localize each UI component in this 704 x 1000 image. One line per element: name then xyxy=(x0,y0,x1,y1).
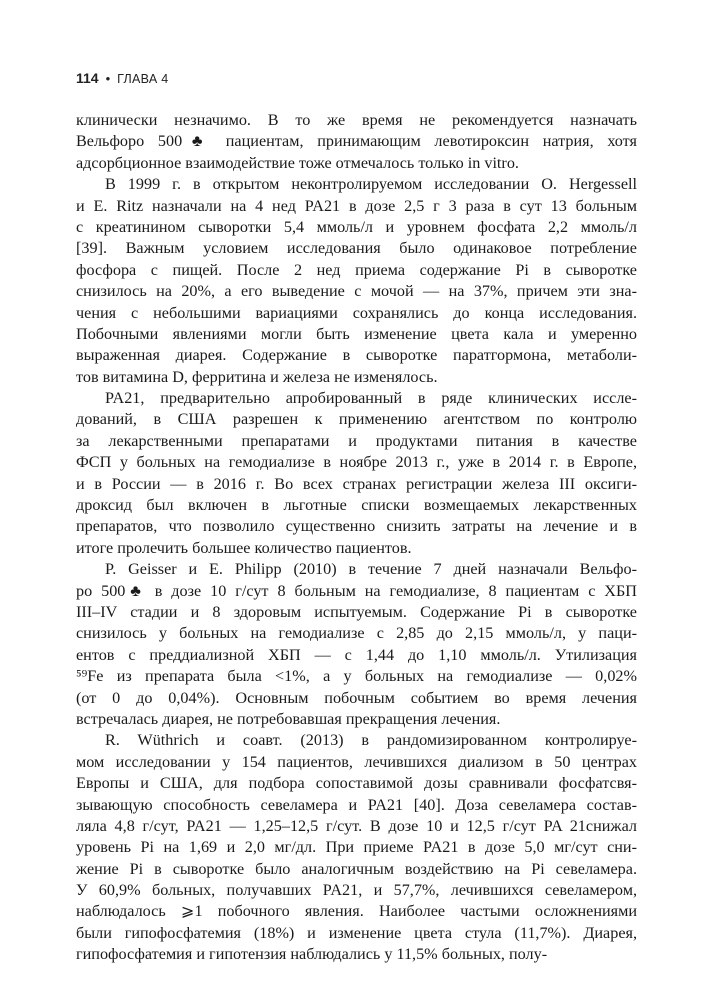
text-line: тов витамина D, ферритина и железа не изменялось. xyxy=(76,367,438,386)
text-line: [39]. Важным условием исследования было одинаковое потребление xyxy=(76,239,637,258)
chapter-title: ГЛАВА 4 xyxy=(117,72,169,86)
text-line: дований, в США разрешен к применению агентством по контролю xyxy=(76,410,637,429)
page-number: 114 xyxy=(76,70,99,86)
text-line: наблюдалось ⩾1 побочного явления. Наиболее частыми осложнениями xyxy=(76,902,637,921)
text-line: фосфора с пищей. После 2 нед приема содержание Pi в сыворотке xyxy=(76,260,637,279)
text-line: ентов с преддиализной ХБП — с 1,44 до 1,10 ммоль/л. Утилизация xyxy=(76,645,637,664)
text-line: (от 0 до 0,04%). Основным побочным событием во время лечения xyxy=(76,688,637,707)
text-line: Европы и США, для подбора сопоставимой дозы сравнивали фосфатсвя- xyxy=(76,774,637,793)
text-line: за лекарственными препаратами и продуктами питания в качестве xyxy=(76,431,637,450)
text-line: ⁵⁹Fe из препарата была <1%, а у больных на гемодиализе — 0,02% xyxy=(76,667,637,686)
text-line: клинически незначимо. В то же время не рекомендуется назначать xyxy=(76,111,637,129)
text-line: III–IV стадии и 8 здоровым испытуемым. Содержание Pi в сыворотке xyxy=(76,602,637,621)
text-line: и в России — в 2016 г. Во всех странах регистрации железа III оксиги- xyxy=(76,474,637,493)
text-line: снизилось на 20%, а его выведение с мочой — на 37%, причем эти зна- xyxy=(76,282,637,301)
text-line: дроксид был включен в льготные списки возмещаемых лекарственных xyxy=(76,496,637,515)
text-line: Побочными явлениями могли быть изменение цвета кала и умеренно xyxy=(76,324,637,343)
text-line: ФСП у больных на гемодиализе в ноябре 2013 г., уже в 2014 г. в Европе, xyxy=(76,453,637,472)
text-line: адсорбционное взаимодействие тоже отмечалось только in vitro. xyxy=(76,153,519,172)
text-line: У 60,9% больных, получавших PA21, и 57,7%, лечившихся севеламером, xyxy=(76,881,637,900)
text-line: PA21, предварительно апробированный в ряде клинических иссле- xyxy=(105,389,637,408)
text-line: ляла 4,8 г/сут, PA21 — 1,25–12,5 г/сут. В дозе 10 и 12,5 г/сут PA 21снижал xyxy=(76,816,637,835)
paragraph xyxy=(76,110,637,174)
paragraph xyxy=(76,730,637,965)
text-line: P. Geisser и E. Philipp (2010) в течение 7 дней назначали Вельфо- xyxy=(105,560,637,579)
text-line: жение Pi в сыворотке было аналогичным воздействию на Pi севеламера. xyxy=(76,859,637,878)
paragraph xyxy=(76,174,637,388)
text-line: уровень Pi на 1,69 и 2,0 мг/дл. При приеме PA21 в дозе 5,0 мг/сут сни- xyxy=(76,838,637,857)
text-line: гипофосфатемия и гипотензия наблюдались у 11,5% больных, полу- xyxy=(76,945,548,964)
header-bullet: • xyxy=(105,71,111,86)
body-text xyxy=(76,110,637,966)
text-line: чения с небольшими вариациями сохранялись до конца исследования. xyxy=(76,303,637,322)
text-line: и E. Ritz назначали на 4 нед PA21 в дозе 2,5 г 3 раза в сут 13 больным xyxy=(76,196,637,215)
running-header xyxy=(76,70,169,90)
text-line: выраженная диарея. Содержание в сыворотке паратгормона, метаболи- xyxy=(76,346,637,365)
paragraph xyxy=(76,559,637,730)
text-line: Вельфоро 500♣ пациентам, принимающим левотироксин натрия, хотя xyxy=(76,132,637,151)
text-line: снизилось у больных на гемодиализе с 2,85 до 2,15 ммоль/л, у паци- xyxy=(76,624,637,643)
text-line: мом исследовании у 154 пациентов, лечившихся диализом в 50 центрах xyxy=(76,752,637,771)
text-line: встречалась диарея, не потребовавшая прекращения лечения. xyxy=(76,709,501,728)
text-line: были гипофосфатемия (18%) и изменение цвета стула (11,7%). Диарея, xyxy=(76,923,637,942)
text-line: R. Wüthrich и соавт. (2013) в рандомизированном контролируе- xyxy=(105,731,637,750)
text-line: с креатинином сыворотки 5,4 ммоль/л и уровнем фосфата 2,2 ммоль/л xyxy=(76,217,637,236)
text-line: препаратов, что позволило существенно снизить затраты на лечение и в xyxy=(76,517,637,536)
paragraph xyxy=(76,388,637,559)
text-line: итоге пролечить большее количество пациентов. xyxy=(76,538,412,557)
text-line: В 1999 г. в открытом неконтролируемом исследовании O. Hergessell xyxy=(105,175,637,194)
text-line: ро 500♣ в дозе 10 г/сут 8 больным на гемодиализе, 8 пациентам с ХБП xyxy=(76,581,637,600)
text-line: зывающую способность севеламера и PA21 [40]. Доза севеламера состав- xyxy=(76,795,637,814)
